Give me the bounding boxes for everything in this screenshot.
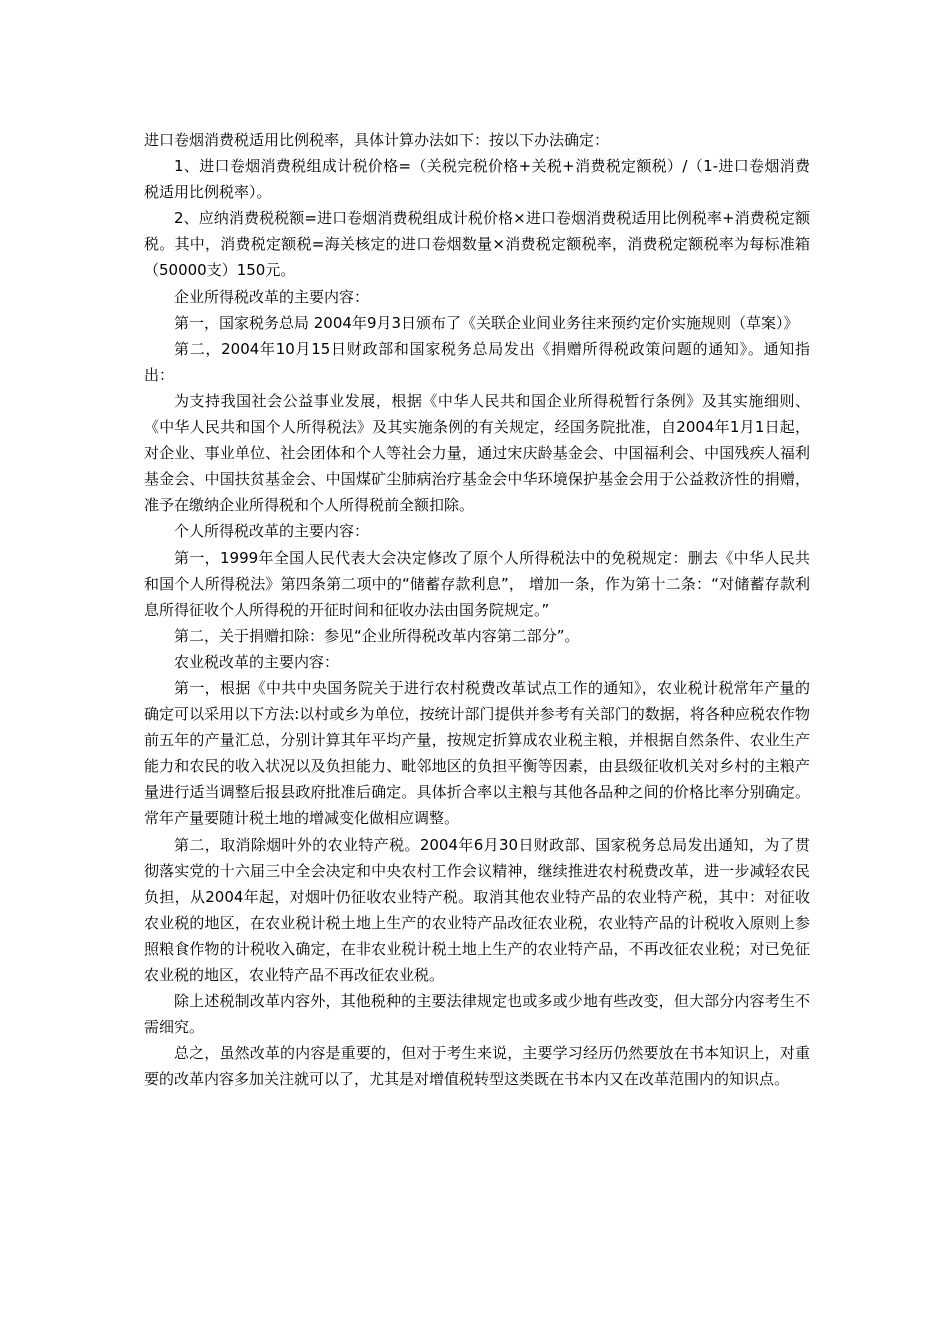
heading-enterprise-income-tax: 企业所得税改革的主要内容： <box>174 287 370 306</box>
paragraph-formula-2: 2、应纳消费税税额=进口卷烟消费税组成计税价格×进口卷烟消费税适用比例税率+消费税定额税。其中，消费税定额税=海关核定的进口卷烟数量×消费税定额税率，消费税定额税率为每标准箱（50000支）150元。 <box>144 209 810 280</box>
paragraph-agricultural-first: 第一，根据《中共中央国务院关于进行农村税费改革试点工作的通知》，农业税计税常年产量的确定可以采用以下方法:以村或乡为单位，按统计部门提供并参考有关部门的数据，将各种应税农作物前五年的产量汇总，分别计算其年平均产量，按规定折算成农业税主粮，并根据自然条件、农业生产能力和农民的收入状况以及负担能力、毗邻地区的负担平衡等因素，由县级征收机关对乡村的主粮产量进行适当调整后报县政府批准后确定。具体折合率以主粮与其他各品种之间的价格比率分别确定。常年产量要随计税土地的增减变化做相应调整。 <box>144 678 810 828</box>
heading-agricultural-tax: 农业税改革的主要内容： <box>174 652 340 671</box>
paragraph-import-cigarette-intro: 进口卷烟消费税适用比例税率，具体计算办法如下：按以下办法确定： <box>144 131 610 149</box>
paragraph-formula-1: 1、进口卷烟消费税组成计税价格=（关税完税价格+关税+消费税定额税）/（1-进口卷烟消费税适用比例税率）。 <box>144 157 810 202</box>
paragraph-other-taxes: 除上述税制改革内容外，其他税种的主要法律规定也或多或少地有些改变，但大部分内容考生不需细究。 <box>144 992 810 1037</box>
heading-personal-income-tax: 个人所得税改革的主要内容： <box>174 522 370 541</box>
paragraph-agricultural-second: 第二，取消除烟叶外的农业特产税。2004年6月30日财政部、国家税务总局发出通知，为了贯彻落实党的十六届三中全会决定和中央农村工作会议精神，继续推进农村税费改革，进一步减轻农民负担，从2004年起，对烟叶仍征收农业特产税。取消其他农业特产品的农业特产税，其中：对征收农业税的地区，在农业税计税土地上生产的农业特产品改征农业税，农业特产品的计税收入原则上参照粮食作物的计税收入确定，在非农业税计税土地上生产的农业特产品，不再改征农业税；对已免征农业税的地区，农业特产品不再改征农业税。 <box>144 835 810 984</box>
paragraph-donation-notice: 为支持我国社会公益事业发展，根据《中华人民共和国企业所得税暂行条例》及其实施细则、《中华人民共和国个人所得税法》及其实施条例的有关规定，经国务院批准，自2004年1月1日起，对企业、事业单位、社会团体和个人等社会力量，通过宋庆龄基金会、中国福利会、中国残疾人福利基金会、中国扶贫基金会、中国煤矿尘肺病治疗基金会中华环境保护基金会用于公益救济性的捐赠，准予在缴纳企业所得税和个人所得税前全额扣除。 <box>144 391 810 515</box>
paragraph-personal-second: 第二，关于捐赠扣除：参见“企业所得税改革内容第二部分”。 <box>174 626 580 645</box>
paragraph-enterprise-first: 第一，国家税务总局 2004年9月3日颁布了《关联企业间业务往来预约定价实施规则（草案）》 <box>174 313 799 332</box>
paragraph-summary: 总之，虽然改革的内容是重要的，但对于考生来说，主要学习经历仍然要放在书本知识上，对重要的改革内容多加关注就可以了，尤其是对增值税转型这类既在书本内又在改革范围内的知识点。 <box>144 1044 810 1089</box>
document-body <box>144 127 810 1092</box>
paragraph-enterprise-second: 第二，2004年10月15日财政部和国家税务总局发出《捐赠所得税政策问题的通知》。通知指出： <box>144 339 810 384</box>
paragraph-personal-first: 第一，1999年全国人民代表大会决定修改了原个人所得税法中的免税规定：删去《中华人民共和国个人所得税法》第四条第二项中的“储蓄存款利息”， 增加一条，作为第十二条：“对储蓄存款利息所得征收个人所得税的开征时间和征收办法由国务院规定。” <box>144 548 810 619</box>
